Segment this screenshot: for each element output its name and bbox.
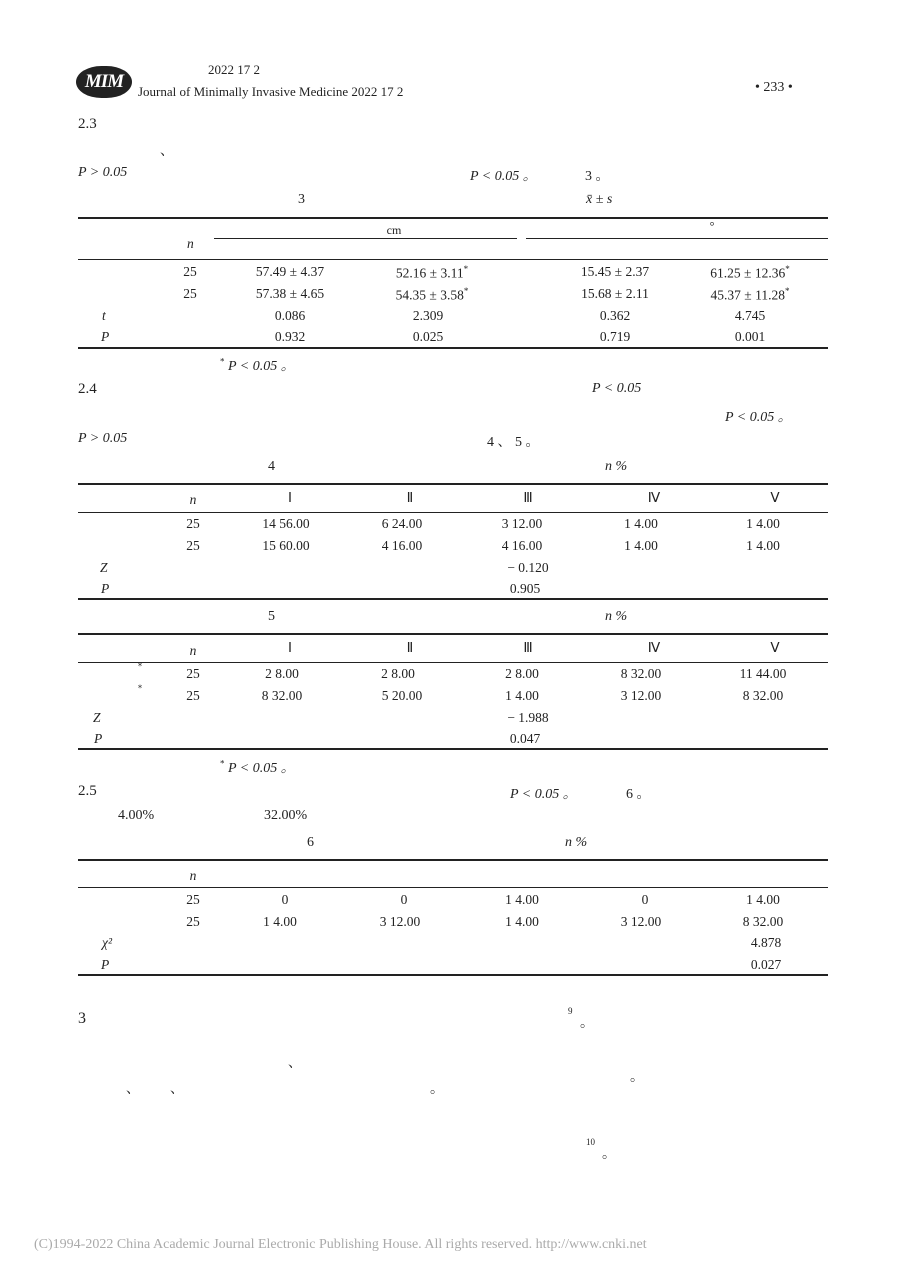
table-cell: − 0.120 xyxy=(507,560,549,575)
table-cell: 1 4.00 xyxy=(263,914,297,929)
table-cell: 15.45 ± 2.37 xyxy=(580,264,650,279)
unit-cm: cm xyxy=(386,223,402,237)
table-cell: 3 12.00 xyxy=(620,914,662,929)
table-cell: 0.362 xyxy=(599,308,631,323)
row-label-t: t xyxy=(102,308,106,323)
table-cell: 2 8.00 xyxy=(265,666,299,681)
column-header-grade: Ⅲ xyxy=(523,490,533,505)
p-value-text: P < 0.05 。 xyxy=(510,787,577,802)
column-header-grade: Ⅲ xyxy=(523,640,533,655)
table-cell: 0 xyxy=(400,892,408,907)
table-rule xyxy=(78,347,828,349)
table-cell: 1 4.00 xyxy=(746,892,780,907)
table-cell: 5 20.00 xyxy=(381,688,423,703)
row-label-p: P xyxy=(94,731,103,746)
section-2-5-heading: 2.5 xyxy=(78,783,97,799)
table-cell: 4 16.00 xyxy=(381,538,423,553)
copyright-footer: (C)1994-2022 China Academic Journal Electronic Publishing House. All rights reserved. http://www.cnki.net xyxy=(34,1237,647,1252)
column-header-grade: Ⅱ xyxy=(406,490,414,505)
table-reference: 3 。 xyxy=(585,169,610,184)
table-rule xyxy=(78,859,828,861)
table-rule xyxy=(78,217,828,219)
column-header-grade: Ⅰ xyxy=(288,640,292,655)
table-cell: 8 32.00 xyxy=(742,688,784,703)
table-cell: 0 xyxy=(641,892,649,907)
table-cell: 25 xyxy=(186,516,200,531)
table-cell: 2 8.00 xyxy=(381,666,415,681)
citation-ref: 9 xyxy=(568,1006,573,1016)
column-header-grade: Ⅰ xyxy=(288,490,292,505)
table-rule xyxy=(78,662,828,663)
table-cell: 3 12.00 xyxy=(379,914,421,929)
table-rule xyxy=(78,598,828,600)
table-rule xyxy=(78,974,828,976)
footnote-star: * xyxy=(138,662,142,671)
table-6-stat-label: n % xyxy=(565,835,588,850)
table-cell: 0.047 xyxy=(509,731,541,746)
table-cell: 3 12.00 xyxy=(620,688,662,703)
punctuation: 。 xyxy=(580,1016,594,1031)
table-cell: 25 xyxy=(183,286,197,301)
percentage-text: 4.00% xyxy=(118,808,155,823)
table-cell: 25 xyxy=(186,538,200,553)
column-header-grade: Ⅱ xyxy=(406,640,414,655)
table-cell: 8 32.00 xyxy=(620,666,662,681)
table-3-stat-label: x̄ ± s xyxy=(586,192,613,207)
row-label-chi-square: χ² xyxy=(102,935,112,950)
enum-comma: 、 xyxy=(170,1082,184,1097)
table-subrule xyxy=(526,238,828,239)
table-cell: 14 56.00 xyxy=(262,516,310,531)
table-5-number: 5 xyxy=(268,609,275,624)
table-rule xyxy=(78,633,828,635)
table-cell: 1 4.00 xyxy=(505,892,539,907)
table-cell: 54.35 ± 3.58* xyxy=(395,286,469,303)
table-cell: 1 4.00 xyxy=(746,538,780,553)
table-rule xyxy=(78,887,828,888)
header-year-line: 2022 17 2 xyxy=(208,62,260,77)
p-value-text: P < 0.05 。 xyxy=(725,410,792,425)
table-cell: 0 xyxy=(281,892,289,907)
table-cell: 11 44.00 xyxy=(739,666,787,681)
unit-degree: ° xyxy=(709,219,715,233)
table-cell: 2.309 xyxy=(412,308,444,323)
p-value-text: P < 0.05 xyxy=(592,381,642,396)
table-cell: 0.025 xyxy=(412,329,444,344)
table-cell: 0.001 xyxy=(734,329,766,344)
table-cell: 0.932 xyxy=(274,329,306,344)
column-header-grade: Ⅳ xyxy=(647,640,661,655)
column-header-grade: Ⅴ xyxy=(770,490,780,505)
section-2-3-heading: 2.3 xyxy=(78,116,97,132)
section-3-heading: 3 xyxy=(78,1010,86,1027)
table-cell: 57.38 ± 4.65 xyxy=(255,286,325,301)
table-subrule xyxy=(214,238,517,239)
column-header-n: n xyxy=(189,868,197,883)
table-cell: 25 xyxy=(186,688,200,703)
table-4-number: 4 xyxy=(268,459,275,474)
table-cell: 25 xyxy=(186,914,200,929)
column-header-n: n xyxy=(189,492,197,507)
footnote-star: * xyxy=(138,684,142,693)
table-reference: 6 。 xyxy=(626,787,651,802)
punctuation: 。 xyxy=(602,1147,616,1162)
row-label-z: Z xyxy=(100,560,108,575)
table-cell: − 1.988 xyxy=(507,710,549,725)
column-header-n: n xyxy=(187,236,194,251)
column-header-grade: Ⅳ xyxy=(647,490,661,505)
citation-ref: 10 xyxy=(586,1137,595,1147)
table-cell: 1 4.00 xyxy=(505,688,539,703)
table-cell: 1 4.00 xyxy=(624,538,658,553)
table-cell: 1 4.00 xyxy=(746,516,780,531)
section-2-4-heading: 2.4 xyxy=(78,381,97,397)
column-header-n: n xyxy=(189,643,197,658)
table-rule xyxy=(78,483,828,485)
table-note: * P < 0.05 。 xyxy=(220,356,295,374)
table-rule xyxy=(78,512,828,513)
table-3-number: 3 xyxy=(298,192,305,207)
row-label-p: P xyxy=(101,581,110,596)
table-cell: 0.027 xyxy=(750,957,782,972)
table-cell: 25 xyxy=(186,892,200,907)
table-cell: 4.745 xyxy=(734,308,766,323)
table-cell: 2 8.00 xyxy=(505,666,539,681)
percentage-text: 32.00% xyxy=(264,808,308,823)
table-rule xyxy=(78,259,828,260)
table-cell: 45.37 ± 11.28* xyxy=(710,286,790,303)
table-cell: 57.49 ± 4.37 xyxy=(255,264,325,279)
table-cell: 25 xyxy=(183,264,197,279)
table-cell: 1 4.00 xyxy=(505,914,539,929)
header-journal-line: Journal of Minimally Invasive Medicine 2022 17 2 xyxy=(138,84,404,99)
table-cell: 4.878 xyxy=(750,935,782,950)
table-cell: 3 12.00 xyxy=(501,516,543,531)
enum-comma: 、 xyxy=(160,144,174,159)
table-cell: 52.16 ± 3.11* xyxy=(395,264,469,281)
column-header-grade: Ⅴ xyxy=(770,640,780,655)
row-label-p: P xyxy=(101,329,110,344)
table-cell: 0.905 xyxy=(509,581,541,596)
table-cell: 25 xyxy=(186,666,200,681)
table-rule xyxy=(78,748,828,750)
table-cell: 8 32.00 xyxy=(742,914,784,929)
punctuation: 。 xyxy=(430,1082,444,1097)
table-cell: 8 32.00 xyxy=(261,688,303,703)
table-cell: 4 16.00 xyxy=(501,538,543,553)
table-cell: 1 4.00 xyxy=(624,516,658,531)
row-label-z: Z xyxy=(93,710,101,725)
p-value-text: P < 0.05 。 xyxy=(470,169,537,184)
enum-comma: 、 xyxy=(126,1082,140,1097)
page-number: • 233 • xyxy=(755,80,793,95)
table-4-stat-label: n % xyxy=(605,459,628,474)
table-cell: 15.68 ± 2.11 xyxy=(581,286,649,301)
table-5-stat-label: n % xyxy=(605,609,628,624)
journal-logo: MIM xyxy=(76,66,132,98)
table-cell: 61.25 ± 12.36* xyxy=(710,264,790,281)
table-6-number: 6 xyxy=(307,835,314,850)
table-reference: 4 、 5 。 xyxy=(487,435,540,450)
enum-comma: 、 xyxy=(288,1056,302,1071)
table-cell: 0.719 xyxy=(599,329,631,344)
p-value-text: P > 0.05 xyxy=(78,431,128,446)
p-value-text: P > 0.05 xyxy=(78,165,128,180)
table-note: * P < 0.05 。 xyxy=(220,758,295,776)
punctuation: 。 xyxy=(630,1070,644,1085)
row-label-p: P xyxy=(101,957,110,972)
table-cell: 15 60.00 xyxy=(262,538,310,553)
table-cell: 6 24.00 xyxy=(381,516,423,531)
table-cell: 0.086 xyxy=(274,308,306,323)
